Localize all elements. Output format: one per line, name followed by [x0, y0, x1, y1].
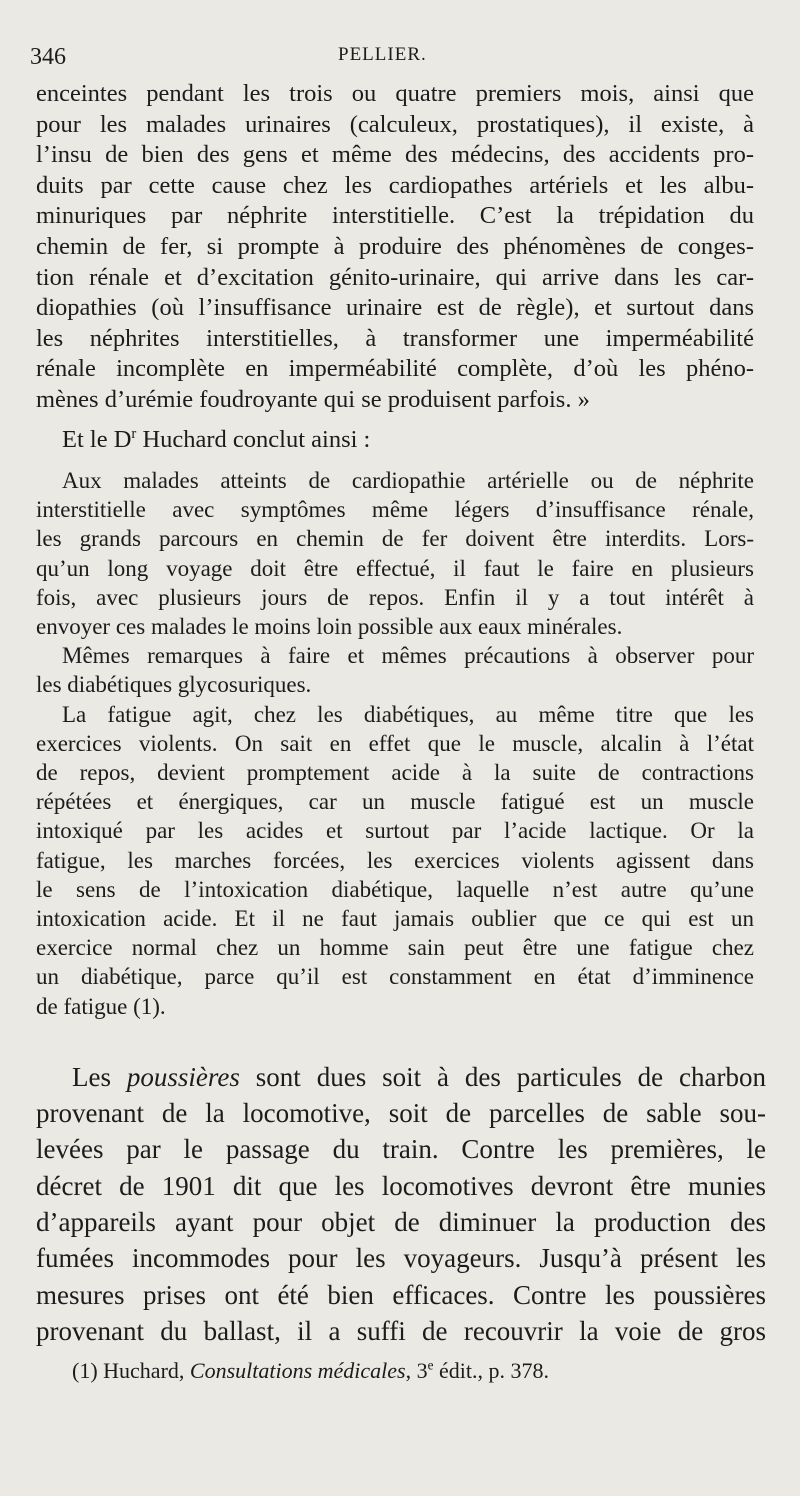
text-line: exercice normal chez un homme sain peut être une fatigue chez — [36, 935, 754, 961]
text-line: de fatigue (1). — [36, 993, 166, 1019]
text-line: fumées incommodes pour les voyageurs. Jusqu’à présent les — [36, 1243, 766, 1274]
text-line: duits par cette cause chez les cardiopathes artériels et les albu- — [36, 171, 754, 199]
text-line: diopathies (où l’insuffisance urinaire est de règle), et surtout dans — [36, 294, 754, 322]
text-line: Aux malades atteints de cardiopathie artérielle ou de néphrite — [62, 468, 754, 493]
text-line: enceintes pendant les trois ou quatre premiers mois, ainsi que — [36, 80, 754, 107]
text-line: La fatigue agit, chez les diabétiques, au même titre que les — [62, 701, 754, 727]
text-line: exercices violents. On sait en effet que le muscle, alcalin à l’état — [36, 730, 754, 756]
footnote: (1) Huchard, Consultations médicales, 3e édit., p. 378. — [72, 1357, 549, 1383]
text-line: qu’un long voyage doit être effectué, il faut le faire en plusieurs — [36, 555, 754, 581]
text-line: de repos, devient promptement acide à la suite de contractions — [36, 760, 754, 785]
text-line: répétées et énergiques, car un muscle fatigué est un muscle — [36, 789, 754, 815]
text-line: interstitielle avec symptômes même légers d’insuffisance rénale, — [36, 497, 754, 523]
text-line: pour les malades urinaires (calculeux, prostatiques), il existe, à — [36, 110, 754, 138]
dust-paragraph-first-line: Les poussières sont dues soit à des particules de charbon — [72, 1062, 766, 1092]
text-line: provenant du ballast, il a suffi de recouvrir la voie de gros — [36, 1315, 766, 1346]
text-line: intoxication acide. Et il ne faut jamais oublier que ce qui est un — [36, 906, 754, 931]
text-line: fois, avec plusieurs jours de repos. Enfin il y a tout intérêt à — [36, 584, 754, 610]
page-number: 346 — [30, 44, 66, 70]
text-line: les néphrites interstitielles, à transformer une imperméabilité — [36, 324, 754, 352]
text-line: provenant de la locomotive, soit de parcelles de sable sou- — [36, 1098, 766, 1128]
text-line: les diabétiques glycosuriques. — [36, 672, 312, 698]
text-line: décret de 1901 dit que les locomotives devront être munies — [36, 1170, 766, 1201]
conclusion-intro: Et le $D^r$ Huchard conclut ainsi : — [62, 425, 371, 453]
text-line: les grands parcours en chemin de fer doivent être interdits. Lors- — [36, 526, 754, 552]
text-line: intoxiqué par les acides et surtout par l’acide lactique. Or la — [36, 818, 754, 844]
text-line: un diabétique, parce qu’il est constamment en état d’imminence — [36, 964, 754, 990]
text-line: mesures prises ont été bien efficaces. Contre les poussières — [36, 1279, 766, 1310]
text-line: d’appareils ayant pour objet de diminuer la production des — [36, 1206, 766, 1237]
text-line: tion rénale et d’excitation génito-urinaire, qui arrive dans les car- — [36, 263, 754, 291]
text-line: envoyer ces malades le moins loin possible aux eaux minérales. — [36, 614, 623, 639]
text-line: minuriques par néphrite interstitielle. C’est la trépidation du — [36, 202, 754, 230]
text-line: levées par le passage du train. Contre les premières, le — [36, 1134, 766, 1165]
text-line: fatigue, les marches forcées, les exercices violents agissent dans — [36, 847, 754, 873]
running-header: PELLIER. — [338, 44, 427, 65]
text-line: Mêmes remarques à faire et mêmes précautions à observer pour — [62, 643, 754, 669]
text-line: mènes d’urémie foudroyante qui se produisent parfois. » — [36, 386, 590, 413]
text-line: le sens de l’intoxication diabétique, laquelle n’est autre qu’une — [36, 876, 754, 902]
text-line: l’insu de bien des gens et même des médecins, des accidents pro- — [36, 141, 754, 169]
text-line: rénale incomplète en imperméabilité complète, d’où les phéno- — [36, 355, 754, 383]
text-line: chemin de fer, si prompte à produire des phénomènes de conges- — [36, 233, 754, 260]
